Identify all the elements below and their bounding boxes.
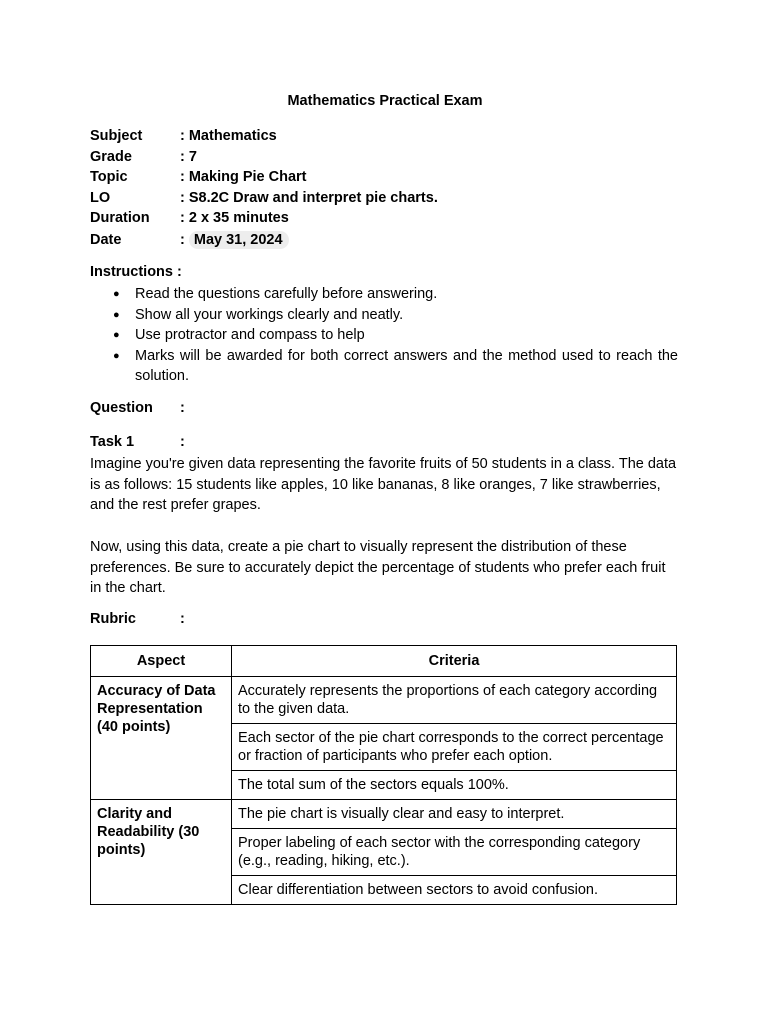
bullet-icon: ● xyxy=(113,329,120,342)
criteria-cell: Each sector of the pie chart corresponds to the correct percentage or fraction of participants who prefer each option. xyxy=(232,724,677,771)
meta-row-topic xyxy=(90,167,438,188)
meta-key: Topic xyxy=(90,169,128,186)
aspect-cell: Accuracy of Data Representation (40 points) xyxy=(91,677,232,800)
meta-row-subject xyxy=(90,126,438,147)
date-prefix: : xyxy=(180,231,185,248)
table-row xyxy=(91,677,677,724)
task-heading: Task 1 : xyxy=(90,434,185,450)
instructions-heading: Instructions : xyxy=(90,264,182,280)
meta-row-duration xyxy=(90,208,438,229)
list-item: ● Use protractor and compass to help xyxy=(90,325,678,346)
bullet-icon: ● xyxy=(113,308,120,321)
list-item: ● Read the questions carefully before answering. xyxy=(90,284,678,305)
aspect-cell: Clarity and Readability (30 points) xyxy=(91,800,232,905)
meta-value: : 7 xyxy=(180,148,197,165)
meta-row-grade xyxy=(90,147,438,168)
meta-key: Duration xyxy=(90,210,150,227)
bullet-icon: ● xyxy=(113,349,120,362)
meta-key: Grade xyxy=(90,148,132,165)
criteria-cell: Accurately represents the proportions of each category according to the given data. xyxy=(232,677,677,724)
document-title: Mathematics Practical Exam xyxy=(287,93,483,109)
bullet-icon: ● xyxy=(113,288,120,300)
criteria-cell: Clear differentiation between sectors to avoid confusion. xyxy=(232,876,677,905)
criteria-cell: The total sum of the sectors equals 100%. xyxy=(232,771,677,800)
list-item: ● Show all your workings clearly and neatly. xyxy=(90,305,678,326)
aspect-header: Aspect xyxy=(91,646,232,677)
task-instruction: Now, using this data, create a pie chart to visually represent the distribution of these preferences. Be sure to accurately depict the percentage of students who prefer each fruit in the chart. xyxy=(90,539,666,597)
table-header-row xyxy=(91,646,677,677)
list-item: ● Marks will be awarded for both correct answers and the method used to reach the solution. xyxy=(113,347,678,385)
meta-value: : S8.2C Draw and interpret pie charts. xyxy=(180,189,438,206)
meta-key: Subject xyxy=(90,128,143,144)
table-row xyxy=(91,800,677,829)
meta-row-lo xyxy=(90,188,438,209)
meta-key: LO xyxy=(90,189,111,206)
criteria-header: Criteria xyxy=(232,646,677,677)
date-chip[interactable]: May 31, 2024 xyxy=(189,231,289,249)
exam-metadata xyxy=(90,126,438,251)
instructions-list xyxy=(90,284,678,387)
meta-row-date xyxy=(90,229,438,251)
task-description: Imagine you're given data representing the favorite fruits of 50 students in a class. The data is as follows: 15 students like apples, 10 like bananas, 8 like oranges, 7 like strawberries, and the rest prefer grapes. xyxy=(90,456,677,514)
meta-value: : Mathematics xyxy=(180,128,277,144)
rubric-heading: Rubric : xyxy=(90,611,185,627)
meta-key: Date xyxy=(90,231,122,248)
meta-value: : Making Pie Chart xyxy=(180,169,307,186)
question-heading: Question : xyxy=(90,400,185,416)
criteria-cell: Proper labeling of each sector with the corresponding category (e.g., reading, hiking, etc.). xyxy=(232,829,677,876)
criteria-cell: The pie chart is visually clear and easy to interpret. xyxy=(232,800,677,829)
meta-value: : 2 x 35 minutes xyxy=(180,210,289,227)
rubric-table xyxy=(90,645,677,905)
